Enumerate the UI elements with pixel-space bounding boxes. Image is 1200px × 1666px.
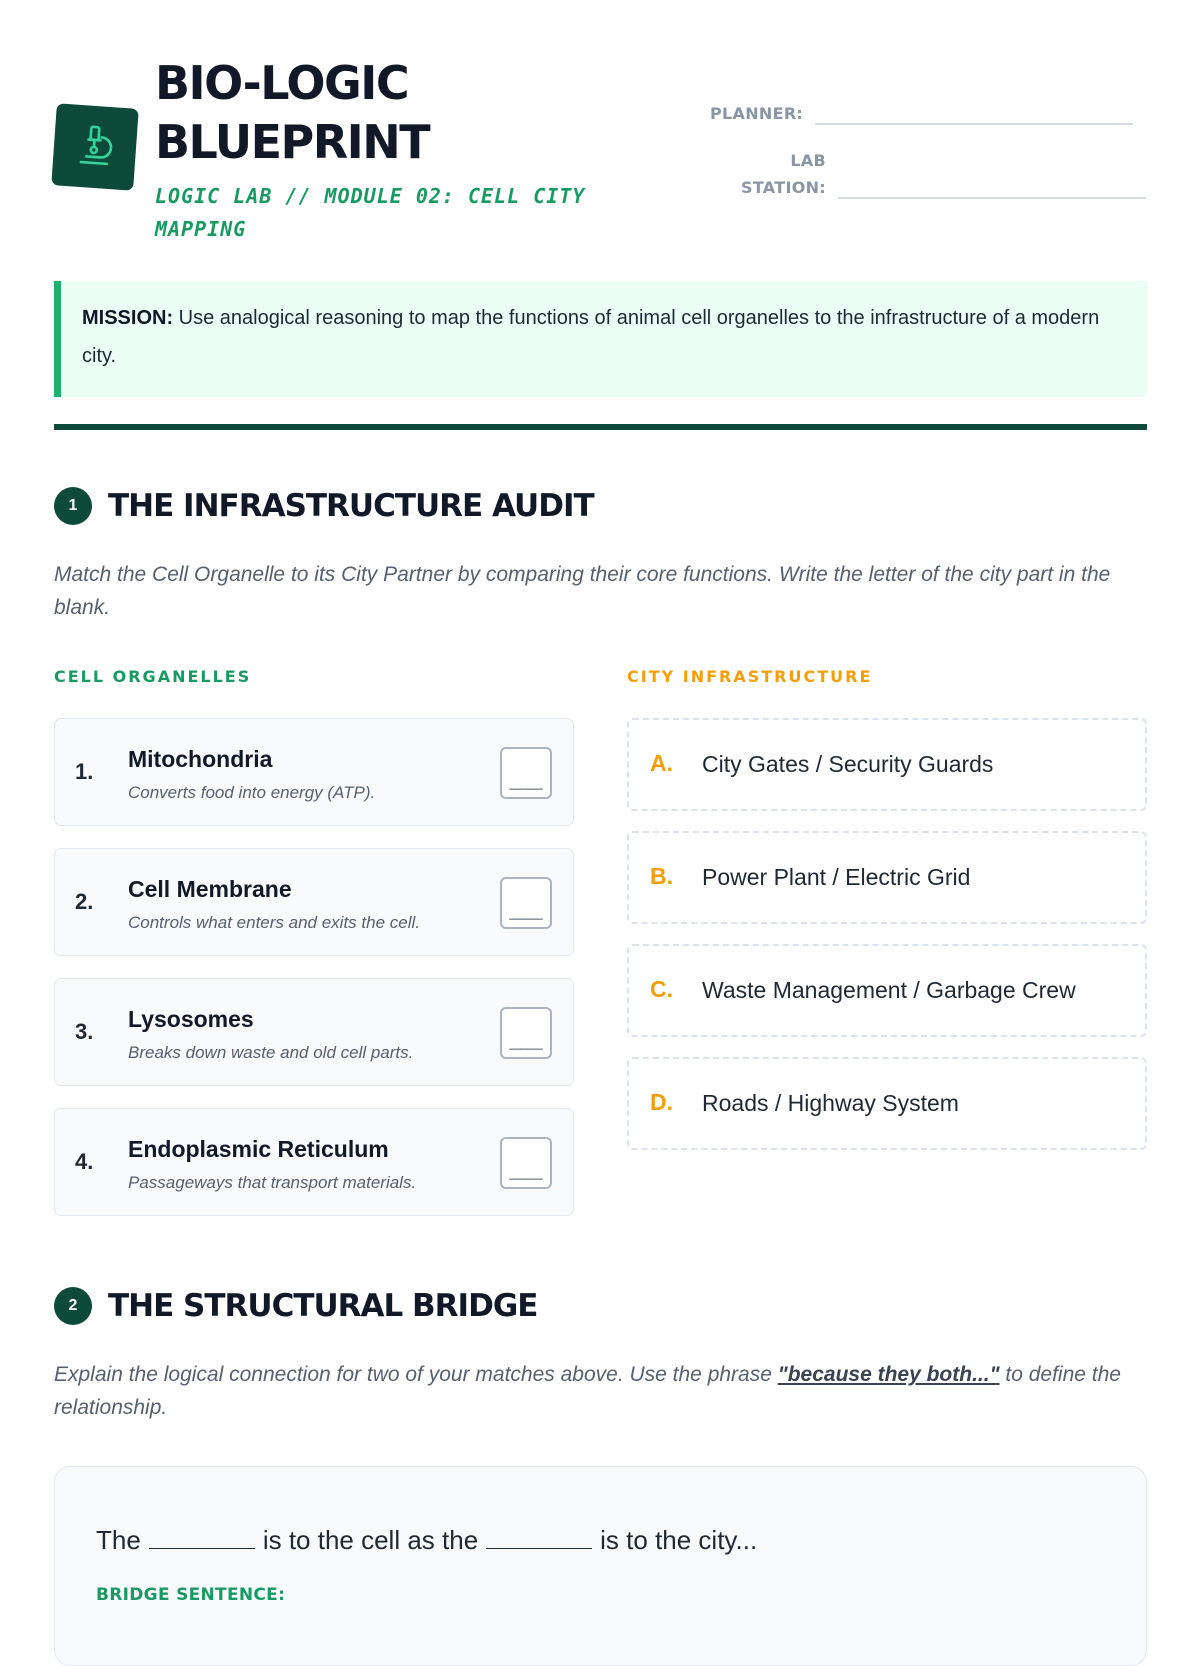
city-part-card: [627, 944, 1147, 1037]
lab-station-input-line[interactable]: [838, 196, 1146, 199]
organelle-number: 2.: [75, 889, 93, 915]
city-infrastructure-header: CITY INFRASTRUCTURE: [627, 667, 872, 686]
organelle-number: 3.: [75, 1019, 93, 1045]
city-part-card: [627, 831, 1147, 924]
analogy-text-3: is to the city...: [600, 1525, 757, 1556]
answer-blank[interactable]: ___: [500, 747, 552, 799]
lab-station-field: [734, 147, 1146, 201]
organelle-card: [54, 978, 574, 1086]
answer-blank[interactable]: ___: [500, 1137, 552, 1189]
organelle-blank[interactable]: [149, 1547, 255, 1549]
mission-text: Use analogical reasoning to map the functions of animal cell organelles to the infrastructure of a modern city.: [82, 307, 1099, 367]
section-1-instructions: Match the Cell Organelle to its City Partner by comparing their core functions. Write the letter of the city part in the blank.: [54, 558, 1147, 624]
logo: [51, 103, 139, 191]
bridge-sentence-box: [54, 1466, 1147, 1666]
planner-label: PLANNER:: [710, 100, 803, 127]
mission-label: MISSION:: [82, 307, 173, 329]
organelle-name: Endoplasmic Reticulum: [128, 1136, 389, 1163]
city-part-text: City Gates / Security Guards: [702, 751, 993, 778]
cell-organelles-header: CELL ORGANELLES: [54, 667, 251, 686]
organelle-name: Mitochondria: [128, 746, 272, 773]
module-subtitle: LOGIC LAB // MODULE 02: CELL CITY MAPPING: [155, 180, 625, 246]
city-part-card: [627, 1057, 1147, 1150]
city-part-text: Roads / Highway System: [702, 1090, 959, 1117]
section-divider: [54, 424, 1147, 430]
organelle-number: 1.: [75, 759, 93, 785]
bridge-sentence-label: BRIDGE SENTENCE:: [96, 1585, 285, 1605]
answer-blank[interactable]: ___: [500, 1007, 552, 1059]
city-part-blank[interactable]: [486, 1547, 592, 1549]
organelle-name: Cell Membrane: [128, 876, 292, 903]
analogy-text-2: is to the cell as the: [263, 1525, 478, 1556]
analogy-sentence: [96, 1525, 757, 1556]
organelle-description: Passageways that transport materials.: [128, 1173, 416, 1193]
instructions-text: Explain the logical connection for two of your matches above. Use the phrase: [54, 1363, 778, 1386]
section-2-heading: [54, 1287, 537, 1325]
organelle-description: Breaks down waste and old cell parts.: [128, 1043, 413, 1063]
section-1-heading: [54, 487, 594, 525]
city-part-letter: B.: [650, 863, 673, 890]
instructions-text-end: to define the relationship.: [54, 1363, 1121, 1419]
organelle-description: Controls what enters and exits the cell.: [128, 913, 420, 933]
lab-station-label: LAB STATION:: [734, 147, 826, 201]
page-title-line-1: BIO-LOGIC: [155, 54, 625, 113]
section-2-instructions: [54, 1358, 1147, 1424]
organelle-number: 4.: [75, 1149, 93, 1175]
section-2-title: THE STRUCTURAL BRIDGE: [108, 1288, 537, 1324]
city-part-letter: D.: [650, 1089, 673, 1116]
planner-input-line[interactable]: [815, 122, 1133, 125]
analogy-text-1: The: [96, 1525, 141, 1556]
mission-callout: [54, 281, 1147, 397]
answer-blank[interactable]: ___: [500, 877, 552, 929]
city-part-text: Waste Management / Garbage Crew: [702, 977, 1076, 1004]
planner-field: [710, 100, 1133, 127]
organelle-card: [54, 1108, 574, 1216]
page-title-line-2: BLUEPRINT: [155, 113, 625, 172]
organelle-card: [54, 848, 574, 956]
city-part-text: Power Plant / Electric Grid: [702, 864, 970, 891]
section-1-number-badge: 1: [54, 487, 92, 525]
section-1-title: THE INFRASTRUCTURE AUDIT: [108, 488, 594, 524]
city-part-letter: C.: [650, 976, 673, 1003]
microscope-icon: [69, 119, 121, 175]
section-2-number-badge: 2: [54, 1287, 92, 1325]
organelle-description: Converts food into energy (ATP).: [128, 783, 375, 803]
city-part-card: [627, 718, 1147, 811]
title-block: [155, 54, 625, 246]
organelle-name: Lysosomes: [128, 1006, 254, 1033]
city-part-letter: A.: [650, 750, 673, 777]
key-phrase: "because they both...": [778, 1363, 1000, 1386]
organelle-card: [54, 718, 574, 826]
